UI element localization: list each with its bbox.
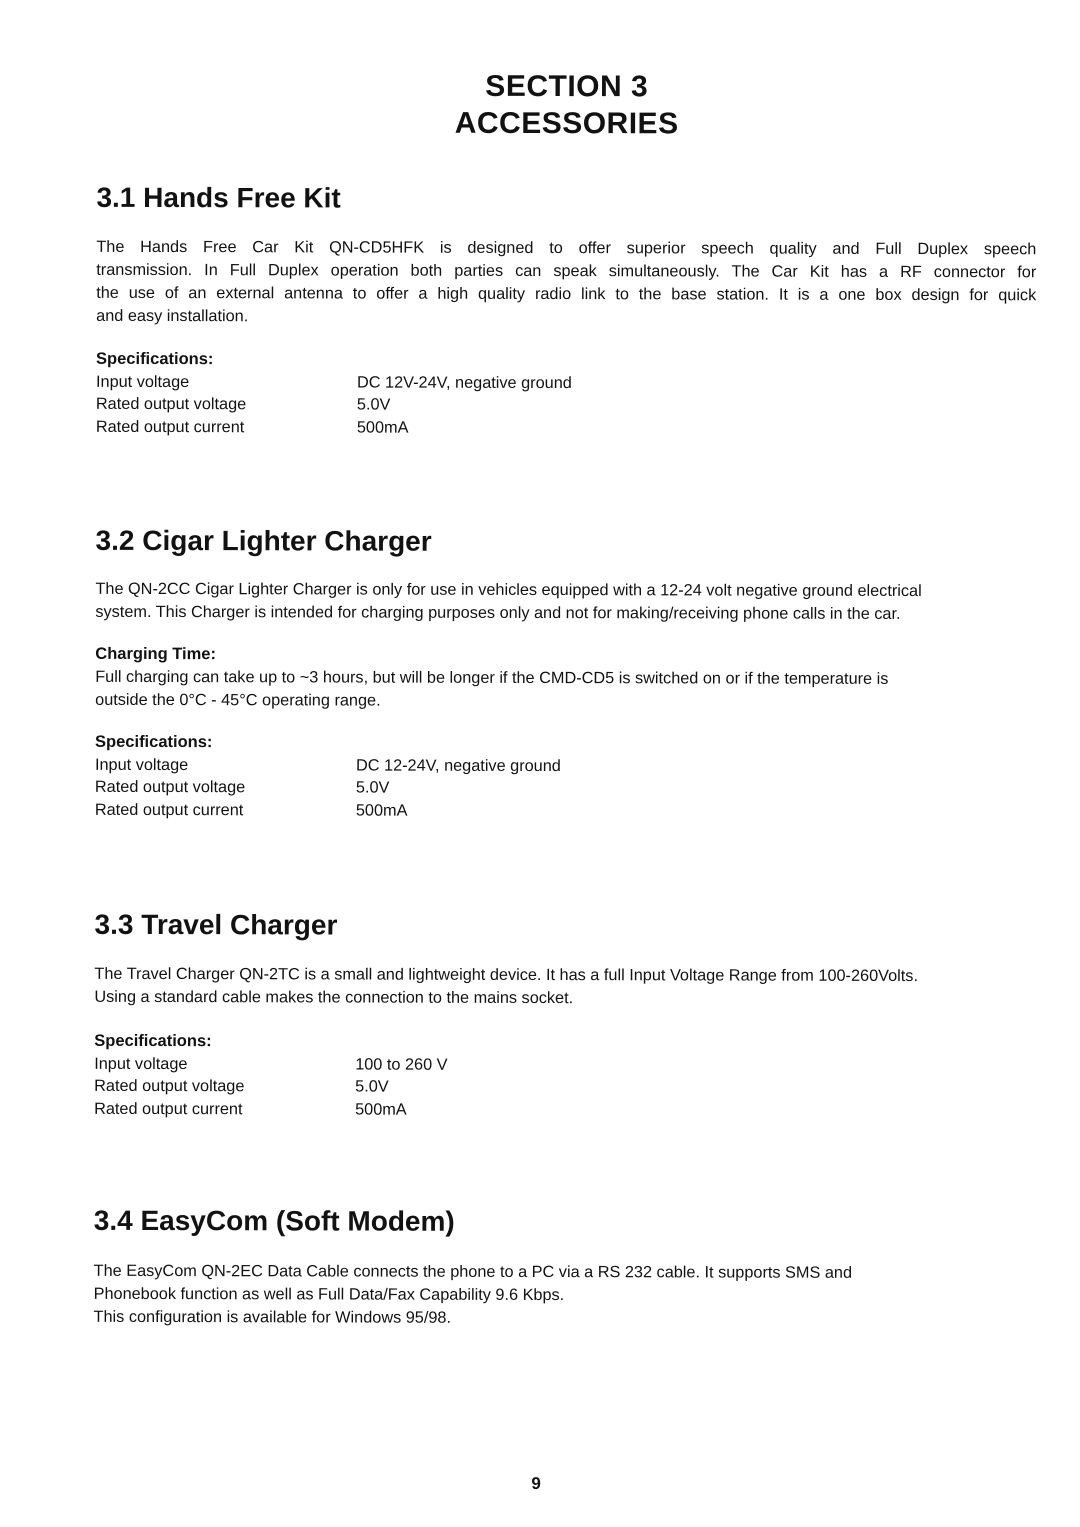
paragraph-line: Using a standard cable makes the connection to the mains socket. [94,987,574,1008]
paragraph-line: The Travel Charger QN-2TC is a small and lightweight device. It has a full Input Voltage Range from 100-260Volts. [94,964,919,985]
heading-easycom-soft-modem: 3.4 EasyCom (Soft Modem) [93,1204,455,1237]
spec-value: 5.0V [355,1077,389,1097]
title-line-accessories: ACCESSORIES [454,106,679,141]
specs-heading-travel-charger: Specifications: [94,1031,212,1051]
title-line-section: SECTION 3 [485,69,649,104]
spec-value: DC 12-24V, negative ground [355,756,561,776]
spec-row-rated-output-voltage [95,776,1035,801]
charging-time-heading: Charging Time: [95,644,217,664]
spec-label: Rated output current [94,1099,243,1119]
paragraph-line: The EasyCom QN-2EC Data Cable connects the phone to a PC via a RS 232 cable. It supports SMS and [93,1261,853,1282]
spec-row-rated-output-current [96,416,1036,441]
paragraph-line: outside the 0°C - 45°C operating range. [95,690,381,710]
spec-value: DC 12V-24V, negative ground [356,373,572,393]
paragraph-line: the use of an external antenna to offer a high quality radio link to the base station. It is a one box design for quick [96,283,1037,305]
spec-value: 5.0V [356,395,391,415]
heading-hands-free-kit: 3.1 Hands Free Kit [96,181,341,214]
spec-row-rated-output-current [94,1098,1034,1123]
spec-label: Input voltage [94,755,189,775]
spec-row-input-voltage [96,371,1036,396]
spec-value: 5.0V [355,778,390,798]
paragraph-cigar-lighter-charger [95,578,1035,626]
paragraph-line: system. This Charger is intended for charging purposes only and not for making/receiving phone calls in the car. [95,602,901,623]
paragraph-line: and easy installation. [96,306,249,326]
spec-row-rated-output-voltage [96,393,1036,418]
paragraph-easycom [94,1260,1034,1331]
paragraph-travel-charger [94,963,1034,1011]
spec-row-input-voltage [95,754,1035,779]
page-number: 9 [531,1473,541,1494]
document-title [97,67,1037,143]
specs-heading-hands-free-kit: Specifications: [96,349,214,369]
spec-label: Rated output voltage [94,778,246,797]
heading-cigar-lighter-charger: 3.2 Cigar Lighter Charger [95,524,432,557]
spec-value: 500mA [355,801,408,820]
paragraph-line: Phonebook function as well as Full Data/Fax Capability 9.6 Kbps. [93,1284,565,1305]
paragraph-line: The Hands Free Car Kit QN-CD5HFK is designed to offer superior speech quality and Full Duplex speech [96,237,1037,259]
spec-label: Rated output current [95,417,245,437]
spec-value: 100 to 260 V [355,1055,448,1074]
heading-travel-charger: 3.3 Travel Charger [94,908,338,941]
spec-row-rated-output-current [95,799,1035,824]
paragraph-hands-free-kit [96,236,1036,330]
specs-table-travel-charger [94,1053,1034,1123]
paragraph-line: This configuration is available for Windows 95/98. [93,1307,452,1327]
spec-label: Input voltage [94,1054,188,1074]
specs-table-cigar-lighter-charger [95,754,1035,824]
spec-row-input-voltage [94,1053,1034,1078]
paragraph-line: Full charging can take up to ~3 hours, but will be longer if the CMD-CD5 is switched on or if the temperature is [95,667,889,688]
spec-label: Rated output voltage [94,1077,245,1096]
spec-label: Rated output voltage [95,395,247,414]
spec-row-rated-output-voltage [94,1075,1034,1100]
paragraph-line: The QN-2CC Cigar Lighter Charger is only for use in vehicles equipped with a 12-24 volt negative ground electrical [95,579,922,601]
spec-value: 500mA [355,1100,407,1119]
paragraph-charging-time [95,666,1035,714]
spec-label: Rated output current [94,800,244,820]
spec-label: Input voltage [95,372,190,392]
specs-table-hands-free-kit [96,371,1036,441]
spec-value: 500mA [356,418,409,437]
specs-heading-cigar-lighter-charger: Specifications: [95,732,213,752]
paragraph-line: transmission. In Full Duplex operation both parties can speak simultaneously. The Car Kit has a RF connector for [96,260,1037,282]
